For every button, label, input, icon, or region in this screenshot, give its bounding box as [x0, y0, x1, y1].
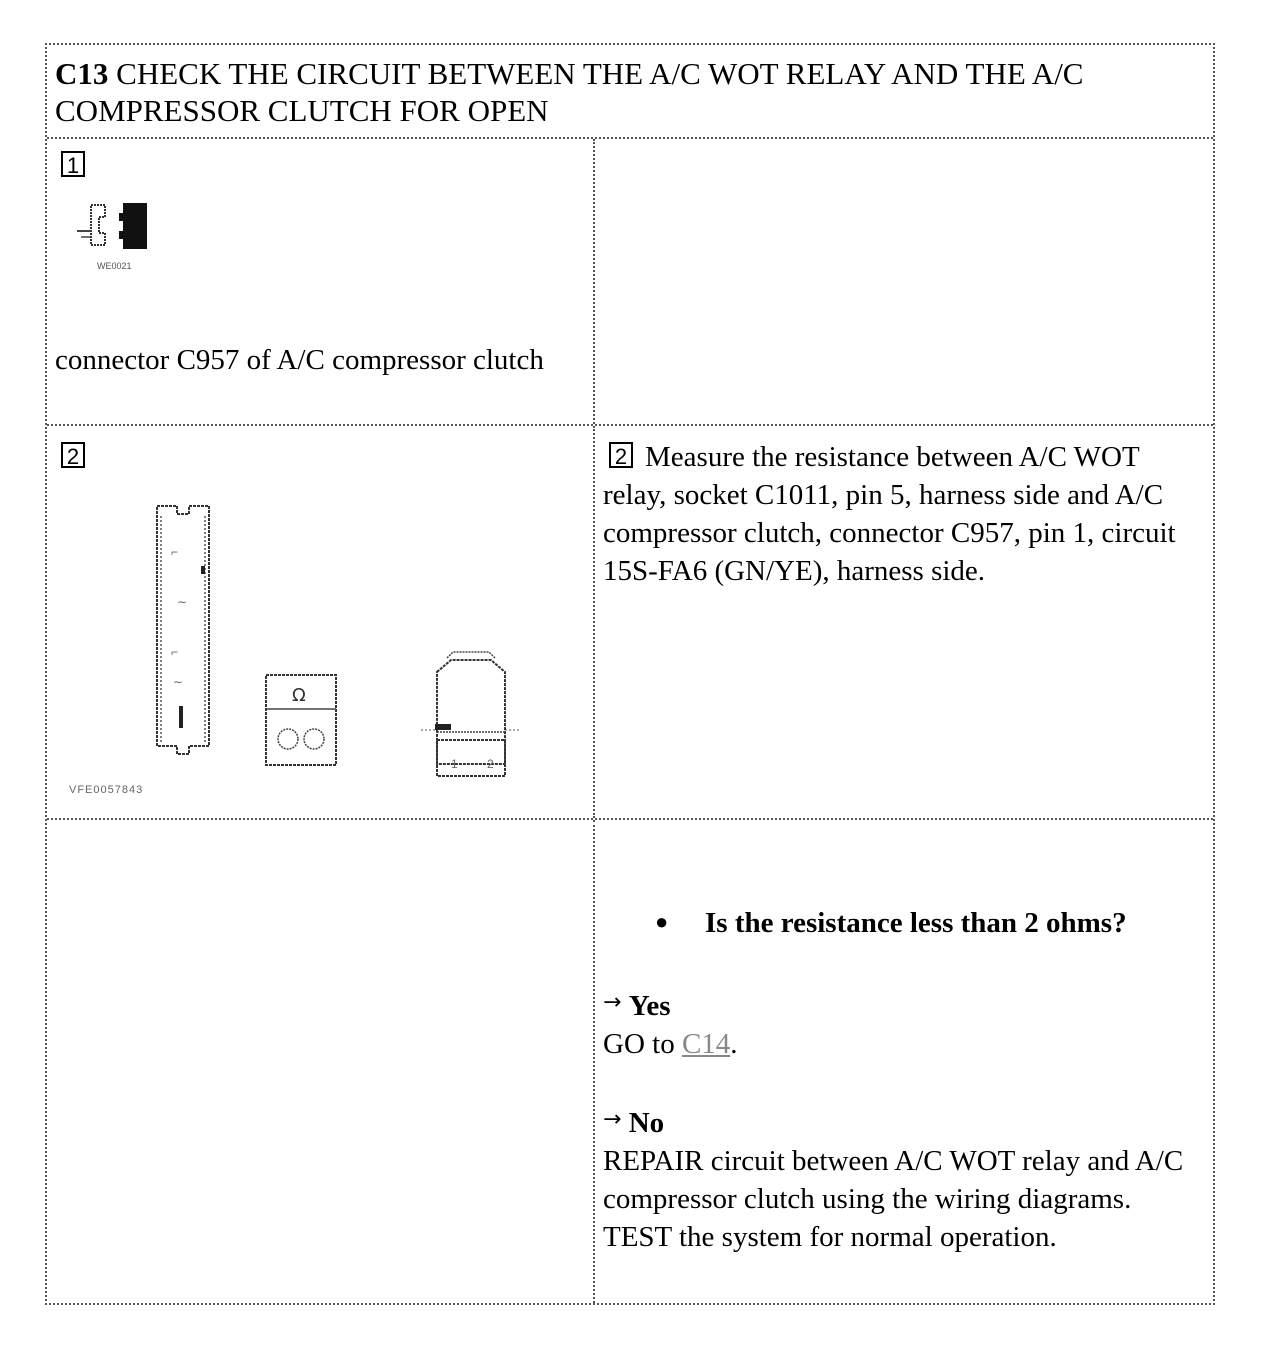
yes-prefix: GO to [603, 1028, 682, 1060]
svg-text:∼: ∼ [177, 595, 188, 609]
figure-label-2: VFE0057843 [69, 784, 144, 796]
arrow-right-icon: → [603, 1107, 622, 1132]
step-title [47, 45, 1213, 129]
yes-action [603, 1025, 1203, 1063]
yes-suffix: . [730, 1028, 738, 1060]
instruction-paragraph [603, 438, 1193, 590]
instruction-step-box: 2 [609, 442, 633, 468]
step-title-text: CHECK THE CIRCUIT BETWEEN THE A/C WOT RELAY AND THE A/C COMPRESSOR CLUTCH FOR OPEN [55, 56, 1084, 128]
svg-text:⌐: ⌐ [171, 645, 179, 659]
no-action: REPAIR circuit between A/C WOT relay and A/C compressor clutch using the wiring diagrams. TEST the system for normal operation. [603, 1145, 1184, 1253]
procedure-table [45, 43, 1215, 1305]
svg-text:⌐: ⌐ [171, 545, 179, 559]
step-number-box: 2 [61, 442, 85, 468]
figure-cell-1 [47, 139, 595, 424]
bullet-icon: ● [655, 909, 669, 934]
step-row-2 [47, 426, 1213, 820]
instruction-text: Measure the resistance between A/C WOT relay, socket C1011, pin 5, harness side and A/C compressor clutch, connector C957, pin 1, circuit 15S-FA6 (GN/YE), harness side. [603, 441, 1176, 587]
arrow-right-icon: → [603, 990, 622, 1015]
yes-branch [603, 984, 1203, 1025]
no-branch [603, 1101, 1203, 1142]
yes-label: Yes [628, 990, 671, 1022]
no-label: No [628, 1107, 665, 1139]
result-block [603, 904, 1203, 1256]
svg-text:1: 1 [451, 757, 458, 771]
instruction-cell-2 [595, 426, 1213, 818]
step-number-box: 1 [61, 151, 85, 177]
connector-caption: connector C957 of A/C compressor clutch [55, 344, 544, 376]
empty-cell-3 [47, 820, 595, 1303]
question-text: Is the resistance less than 2 ohms? [705, 907, 1127, 939]
svg-text:∼: ∼ [173, 675, 184, 689]
step-row-3 [47, 820, 1213, 1303]
connector-icon [69, 197, 159, 277]
relay-socket-illustration [147, 496, 227, 776]
svg-text:2: 2 [487, 757, 494, 771]
multimeter-icon [262, 671, 342, 771]
ohm-symbol: Ω [292, 685, 306, 706]
figure-cell-2 [47, 426, 595, 818]
step-id: C13 [55, 56, 109, 91]
result-cell-3 [595, 820, 1213, 1303]
c14-link[interactable]: C14 [681, 1028, 731, 1060]
step-row-1 [47, 139, 1213, 426]
header-row [47, 45, 1213, 139]
empty-cell-1 [595, 139, 1213, 424]
figure-label-1: WE0021 [97, 261, 132, 271]
clutch-connector-illustration [417, 648, 527, 788]
question-item [653, 904, 1203, 942]
